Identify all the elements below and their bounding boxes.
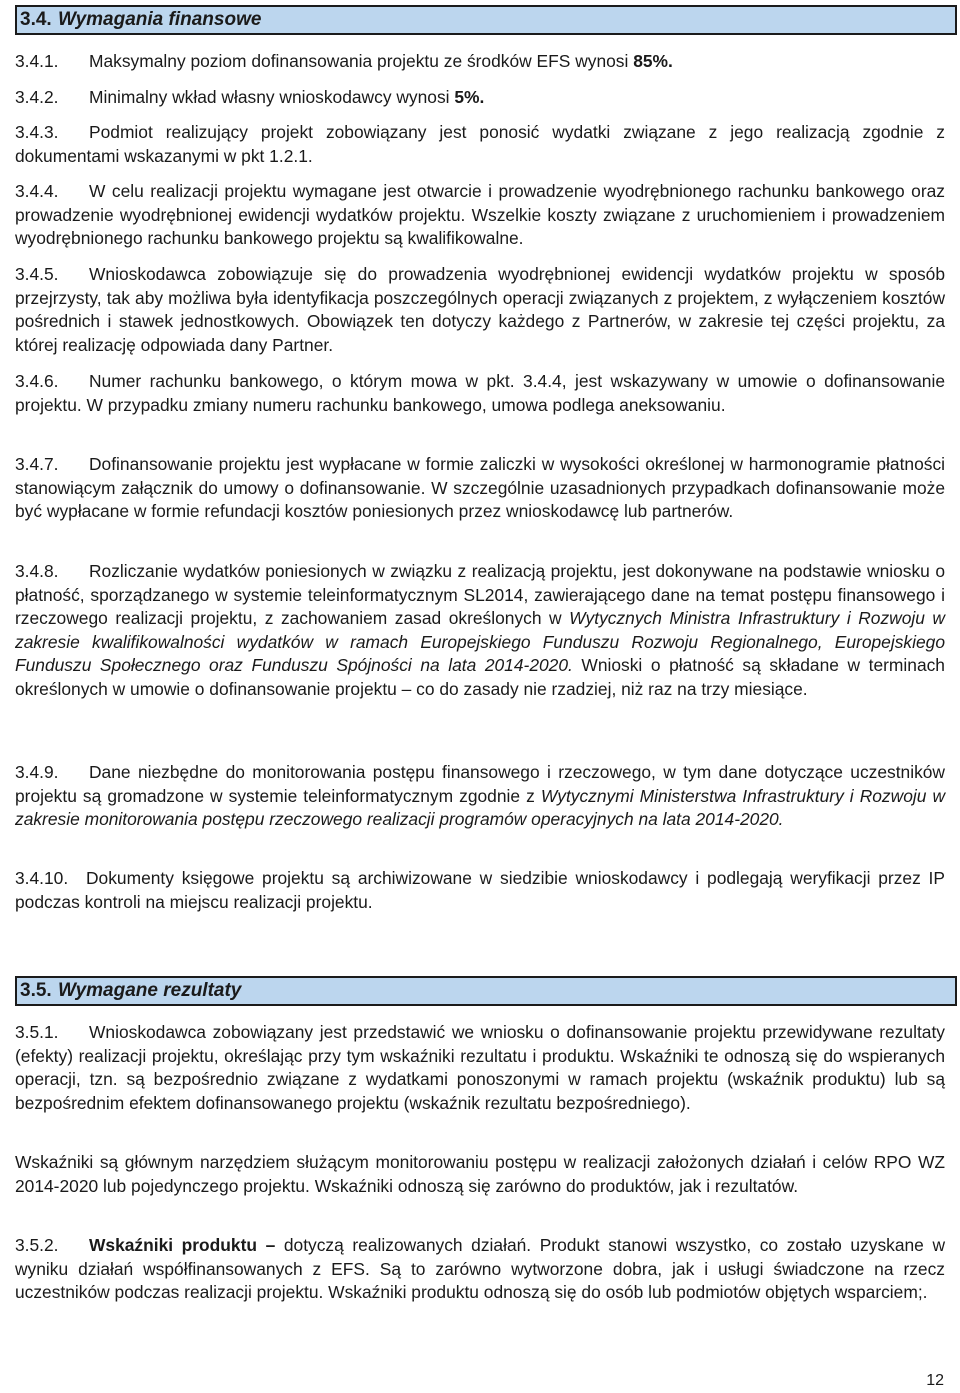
item-number: 3.4.8. xyxy=(15,561,59,581)
item-number: 3.5.2. xyxy=(15,1235,59,1255)
item-number: 3.4.4. xyxy=(15,181,59,201)
section-number: 3.4. xyxy=(20,9,52,30)
paragraph-3-5-1 xyxy=(15,1021,945,1115)
paragraph-3-4-2 xyxy=(15,86,945,110)
item-number: 3.5.1. xyxy=(15,1022,59,1042)
paragraph-3-5-2 xyxy=(15,1234,945,1305)
section-title: Wymagane rezultaty xyxy=(58,980,242,1001)
item-citation: Wytycznych Ministra Infrastruktury i Rozwoju w zakresie kwalifikowalności wydatków w ramach Europejskiego Funduszu Rozwoju Regionalnego, Europejskiego Funduszu Społecznego oraz Funduszu Spójności na lata 2014-2020. xyxy=(15,608,945,676)
item-citation: Wytycznymi Ministerstwa Infrastruktury i Rozwoju w zakresie monitorowania postępu rzeczowego realizacji programów operacyjnych na lata 2014-2020. xyxy=(15,785,945,830)
item-number: 3.4.2. xyxy=(15,87,59,107)
paragraph-3-4-4 xyxy=(15,180,945,251)
item-number: 3.4.9. xyxy=(15,762,59,782)
paragraph-3-4-1 xyxy=(15,50,945,74)
item-number: 3.4.1. xyxy=(15,51,59,71)
item-text: Podmiot realizujący projekt zobowiązany jest ponosić wydatki związane z jego realizacją zgodnie z dokumentami wskazanymi w pkt 1.2.1. xyxy=(15,122,945,166)
item-text: Rozliczanie wydatków poniesionych w związku z realizacją projektu, jest dokonywane na podstawie wniosku o płatność, sporządzanego w systemie teleinformatycznym SL2014, zawierającego dane na temat postępu finansowego i rzeczowego realizacji projektu, z zachowaniem zasad określonych w xyxy=(15,561,945,629)
page-number: 12 xyxy=(926,1372,944,1389)
item-number: 3.4.3. xyxy=(15,122,59,142)
paragraph-3-4-5 xyxy=(15,263,945,357)
section-header-results xyxy=(15,976,957,1006)
paragraph-indicators xyxy=(15,1151,945,1198)
item-text: Wskaźniki są głównym narzędziem służącym monitorowaniu postępu w realizacji założonych działań i celów RPO WZ 2014-2020 lub pojedynczego projektu. Wskaźniki odnoszą się zarówno do produktów, jak i rezultatów. xyxy=(15,1152,945,1196)
item-value: 5%. xyxy=(454,87,485,107)
item-number: 3.4.5. xyxy=(15,264,59,284)
item-text: Dofinansowanie projektu jest wypłacane w formie zaliczki w wysokości określonej w harmonogramie płatności stanowiącym załącznik do umowy o dofinansowanie. W szczególnie uzasadnionych przypadkach dofinansowanie może być wypłacane w formie refundacji kosztów poniesionych przez wnioskodawcę lub partnerów. xyxy=(15,454,945,522)
section-header-finance xyxy=(15,5,957,35)
section-number: 3.5. xyxy=(20,980,52,1001)
item-text: W celu realizacji projektu wymagane jest otwarcie i prowadzenie wyodrębnionego rachunku bankowego oraz prowadzenie wyodrębnionej ewidencji wydatków projektu. Wszelkie koszty związane z uruchomieniem i prowadzeniem wyodrębnionego rachunku bankowego projektu są kwalifikowalne. xyxy=(15,181,945,249)
item-text: Wnioskodawca zobowiązuje się do prowadzenia wyodrębnionej ewidencji wydatków projektu w sposób przejrzysty, tak aby możliwa była identyfikacja poszczególnych operacji związanych z projektem, z wyłączeniem kosztów pośrednich i stawek jednostkowych. Obowiązek ten dotyczy każdego z Partnerów, w zakresie tej części projektu, za której realizację odpowiada dany Partner. xyxy=(15,264,945,355)
item-number: 3.4.10. xyxy=(15,868,69,888)
item-number: 3.4.6. xyxy=(15,371,59,391)
item-term: Wskaźniki produktu – xyxy=(89,1235,276,1255)
item-text: Dane niezbędne do monitorowania postępu finansowego i rzeczowego, w tym dane dotyczące uczestników projektu są gromadzone w systemie teleinformatycznym zgodnie z xyxy=(15,762,945,806)
item-text: Maksymalny poziom dofinansowania projektu ze środków EFS wynosi xyxy=(89,51,634,71)
paragraph-3-4-9 xyxy=(15,761,945,832)
paragraph-3-4-7 xyxy=(15,453,945,524)
paragraph-3-4-10 xyxy=(15,867,945,914)
item-value: 85%. xyxy=(633,51,673,71)
item-text: dotyczą realizowanych działań. Produkt stanowi wszystko, co zostało uzyskane w wyniku działań współfinansowanych z EFS. Są to zarówno wytworzone dobra, jak i usługi świadczone na rzecz uczestników podczas realizacji projektu. Wskaźniki produktu odnoszą się do osób lub podmiotów objętych wsparciem;. xyxy=(15,1235,945,1303)
paragraph-3-4-3 xyxy=(15,121,945,168)
item-text: Dokumenty księgowe projektu są archiwizowane w siedzibie wnioskodawcy i podlegają weryfikacji przez IP podczas kontroli na miejscu realizacji projektu. xyxy=(15,868,945,912)
item-text: Minimalny wkład własny wnioskodawcy wynosi xyxy=(89,87,455,107)
item-text: Numer rachunku bankowego, o którym mowa w pkt. 3.4.4, jest wskazywany w umowie o dofinansowanie projektu. W przypadku zmiany numeru rachunku bankowego, umowa podlega aneksowaniu. xyxy=(15,371,945,415)
item-text-cont: Wnioski o płatność są składane w terminach określonych w umowie o dofinansowanie projektu – co do zasady nie rzadziej, niż raz na trzy miesiące. xyxy=(15,655,945,699)
paragraph-3-4-6 xyxy=(15,370,945,417)
paragraph-3-4-8 xyxy=(15,560,945,702)
item-text: Wnioskodawca zobowiązany jest przedstawić we wniosku o dofinansowanie projektu przewidywane rezultaty (efekty) realizacji projektu, określając przy tym wskaźniki rezultatu i produktu. Wskaźniki te odnoszą się do wspieranych operacji, tzn. są bezpośrednio związane z wydatkami ponoszonymi w ramach projektu (wskaźnik produktu) lub są bezpośrednim efektem dofinansowanego projektu (wskaźnik rezultatu bezpośredniego). xyxy=(15,1022,945,1113)
item-number: 3.4.7. xyxy=(15,454,59,474)
section-title: Wymagania finansowe xyxy=(58,9,262,30)
